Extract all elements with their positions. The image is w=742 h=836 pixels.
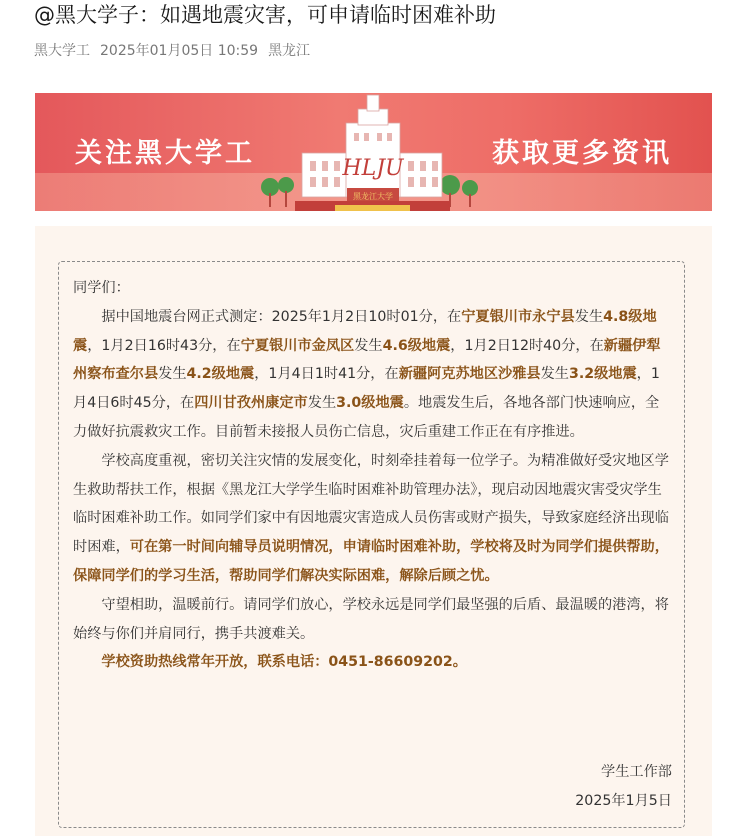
publish-location: 黑龙江: [268, 43, 311, 59]
body-text: ，1月4日6时45分，在: [73, 366, 660, 412]
body-text: 发生: [307, 395, 337, 412]
highlight-text: 4.2级地震: [186, 366, 255, 383]
body-text: 发生: [354, 337, 383, 354]
body-text: ，1月4日1时41分，在: [254, 366, 399, 383]
highlight-text: 4.8级地震: [73, 308, 657, 354]
highlight-text: 可在第一时间向辅导员说明情况，申请临时困难补助，学校将及时为同学们提供帮助，保障同学们的学习生活，帮助同学们解决实际困难，解除后顾之忧。: [73, 539, 669, 584]
greeting: 同学们：: [73, 280, 130, 296]
signature-date: 2025年1月5日: [575, 793, 672, 809]
body-text: ，1月2日12时40分，在: [450, 337, 604, 354]
body-text: 守望相助，温暖前行。请同学们放心，学校永远是同学们最坚强的后盾、最温暖的港湾，将始终与你们并肩同行，携手共渡难关。: [73, 596, 669, 642]
highlight-text: 3.2级地震: [568, 366, 637, 383]
banner-left-text: 关注黑大学工: [75, 138, 255, 169]
highlight-text: 宁夏银川市金凤区: [240, 337, 355, 354]
highlight-text: 学校资助热线常年开放，联系电话：0451-86609202。: [101, 654, 467, 671]
building-sign-text: 黑龙江大学: [353, 192, 393, 201]
notice-body: [73, 274, 673, 677]
banner-right-text: 获取更多资讯: [492, 138, 672, 169]
article-meta: [34, 40, 310, 60]
body-text: 据中国地震台网正式测定：2025年1月2日10时01分，在: [101, 308, 462, 325]
paragraph-earthquake-report: [73, 303, 673, 447]
publish-datetime: 2025年01月05日 10:59: [100, 43, 259, 59]
body-text: 学校高度重视，密切关注灾情的发展变化，时刻牵挂着每一位学子。为精准做好受灾地区学生救助帮扶工作，根据《黑龙江大学学生临时困难补助管理办法》，现启动因地震灾害受灾学生临时困难补助工作。如同学们家中有因地震灾害造成人员伤害或财产损失，导致家庭经济出现临时困难，: [73, 452, 669, 556]
highlight-text: 4.6级地震: [382, 337, 451, 354]
article-title: @黑大学子：如遇地震灾害，可申请临时困难补助: [34, 3, 496, 27]
highlight-text: 新疆伊犁州察布查尔县: [73, 337, 661, 383]
body-text: 发生: [540, 366, 569, 383]
highlight-text: 四川甘孜州康定市: [194, 395, 308, 412]
building-logo-text: HLJU: [342, 156, 404, 181]
paragraph-school-action: [73, 447, 673, 591]
body-text: ，1月2日16时43分，在: [87, 337, 241, 354]
body-text: 。地震发生后，各地各部门快速响应，全力做好抗震救灾工作。目前暂未接报人员伤亡信息，灾后重建工作正在有序推进。: [73, 395, 660, 440]
body-text: 发生: [574, 308, 604, 325]
follow-banner: [35, 93, 712, 211]
highlight-text: 新疆阿克苏地区沙雅县: [398, 366, 541, 383]
highlight-text: 宁夏银川市永宁县: [461, 308, 575, 325]
body-text: 发生: [158, 366, 187, 383]
paragraph-hotline: [73, 648, 673, 677]
highlight-text: 3.0级地震: [336, 395, 404, 412]
signature-org: 学生工作部: [601, 764, 672, 780]
university-building-illustration: [250, 93, 495, 211]
source-account[interactable]: 黑大学工: [34, 43, 90, 59]
paragraph-support: [73, 591, 673, 649]
